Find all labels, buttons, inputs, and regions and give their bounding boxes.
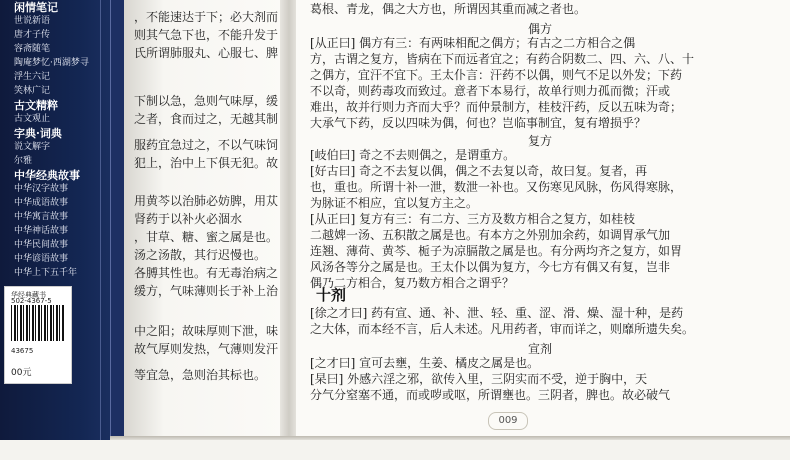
text-line: 偶乃二方相合，复乃数方相合之谓乎？	[310, 276, 515, 290]
cover-title: 中华神话故事	[14, 226, 69, 236]
barcode-text: 华经典藏书	[11, 291, 46, 299]
cover-title: 古文精粹	[14, 99, 58, 112]
cover-title: 中华成语故事	[14, 198, 69, 208]
text-line: 为脉证不相应，宜以复方主之。	[310, 196, 479, 210]
text-line: 之大体，而本经不言，后人未述。凡用药者，审而详之，则靡所遗失矣。	[310, 322, 695, 336]
cover-title: 闲情笔记	[14, 1, 58, 14]
left-page-line: 肾药于以补火必涸水	[134, 212, 243, 226]
left-page-line: 犯上，治中上下俱无犯。故	[134, 156, 279, 170]
left-page-line: 之者，食而过之，无越其制	[134, 112, 279, 126]
cover-title: 中华寓言故事	[14, 212, 69, 222]
left-page	[124, 0, 284, 438]
text-line: [好古曰] 奇之不去复以偶，偶之不去复以奇，故曰复。复者，再	[310, 164, 648, 178]
cover-title: 中华民间故事	[14, 240, 69, 250]
subheading: 复方	[527, 134, 552, 148]
cover-title: 世说新语	[14, 16, 51, 26]
text-line: 分气分窒塞不通，而或哕或呕，所谓壅也。三阴者，脾也。故必破气	[310, 388, 671, 402]
cover-title: 尔雅	[14, 156, 33, 166]
left-page-line: 下制以急，急则气味厚，缓	[134, 94, 279, 108]
left-page-line: ，不能速达于下；必大剂而	[134, 10, 279, 24]
page-number: 009	[488, 412, 528, 430]
barcode-text: 43675	[11, 347, 34, 355]
left-page-line: 汤之汤散，其行迟慢也。	[134, 248, 267, 262]
cover-title: 容斋随笔	[14, 44, 51, 54]
text-line: 风汤各等分之属是也。王太仆以偶为复方，今七方有偶又有复，岂非	[310, 260, 671, 274]
left-page-line: 氏所谓肺服丸、心服七、脾	[134, 46, 279, 60]
cover-title: 中华上下五千年	[14, 268, 78, 278]
barcode	[11, 305, 65, 341]
text-line: [从正曰] 偶方有三：有两味相配之偶方；有古之二方相合之偶	[310, 36, 636, 50]
left-page-line: ，甘草、糖、蜜之属是也。	[134, 230, 279, 244]
text-line: [徐之才曰] 药有宣、通、补、泄、轻、重、涩、滑、燥、湿十种，是药	[310, 306, 684, 320]
left-page-line: 故气厚则发热，气薄则发汗	[134, 342, 279, 356]
left-page-line: 用黄芩以治肺必妨脾，用苁	[134, 194, 279, 208]
text-line: [岐伯曰] 奇之不去则偶之，是谓重方。	[310, 148, 516, 162]
text-line: 难出，故并行则力齐而大乎？而仲景制方，桂枝汗药，反以五味为奇；	[310, 100, 683, 114]
left-page-line: 各膊其性也。有无毒治病之	[134, 266, 279, 280]
cover-title: 陶庵梦忆·西湖梦寻	[14, 58, 89, 68]
left-page-line: 缓方，气味薄则长于补上治	[134, 284, 279, 298]
cover-title: 浮生六记	[14, 72, 51, 82]
left-page-line: 中之阳；故味厚则下泄，味	[134, 324, 279, 338]
book-spine	[110, 0, 125, 440]
left-page-line: 等宜急，急则治其标也。	[134, 368, 267, 382]
left-page-line: 服药宜急过之，不以气味饲	[134, 138, 279, 152]
left-page-line: 则其气急下也，不能升发于	[134, 28, 279, 42]
cover-title: 唐才子传	[14, 30, 51, 40]
subheading: 偶方	[527, 22, 552, 36]
cover-title: 笑林广记	[14, 86, 51, 96]
text-line: [从正曰] 复方有三：有二方、三方及数方相合之复方，如桂枝	[310, 212, 636, 226]
text-line: [之才曰] 宣可去壅，生姜、橘皮之属是也。	[310, 356, 540, 370]
cover-title: 中华谚语故事	[14, 254, 69, 264]
cover-title: 古文观止	[14, 114, 51, 124]
cover-title: 字典·词典	[14, 127, 62, 140]
barcode-label	[4, 286, 72, 384]
text-line: 葛根、青龙，偶之大方也，所谓因其重而减之者也。	[310, 2, 587, 16]
book-cover	[0, 0, 112, 440]
text-line: [杲曰] 外感六淫之邪，欲传入里，三阴实而不受，逆于胸中，天	[310, 372, 648, 386]
background-strip	[0, 440, 790, 460]
text-line: 连翘、薄荷、黄芩、栀子为凉膈散之属是也。有分两均齐之复方，如胃	[310, 244, 683, 258]
right-page	[296, 0, 790, 440]
text-line: 也，重也。所谓十补一泄，数泄一补也。又伤寒见风脉，伤风得寒脉，	[310, 180, 683, 194]
cover-title: 中华经典故事	[14, 169, 80, 182]
cover-title: 中华汉字故事	[14, 184, 69, 194]
barcode-text: 502-4367-5	[11, 297, 52, 305]
text-line: 方，古谓之复方，皆病在下而远者宜之；有药合阴数二、四、六、八、十	[310, 52, 695, 66]
text-line: 二越婢一汤、五积散之属是也。有本方之外别加余药，如调胃承气加	[310, 228, 671, 242]
subheading: 宣剂	[527, 342, 552, 356]
text-line: 大承气下药，反以四味为偶，何也？岂临事制宜，复有增损乎？	[310, 116, 647, 130]
text-line: 之偶方，宜汗不宜下。王太仆言：汗药不以偶，则气不足以外发；下药	[310, 68, 683, 82]
section-title: 十剂	[316, 286, 347, 304]
text-line: 不以奇，则药毒攻而致过。意者下本易行，故单行则力孤而微；汗或	[310, 84, 671, 98]
price-text: 00元	[11, 368, 32, 378]
cover-title: 说文解字	[14, 142, 51, 152]
